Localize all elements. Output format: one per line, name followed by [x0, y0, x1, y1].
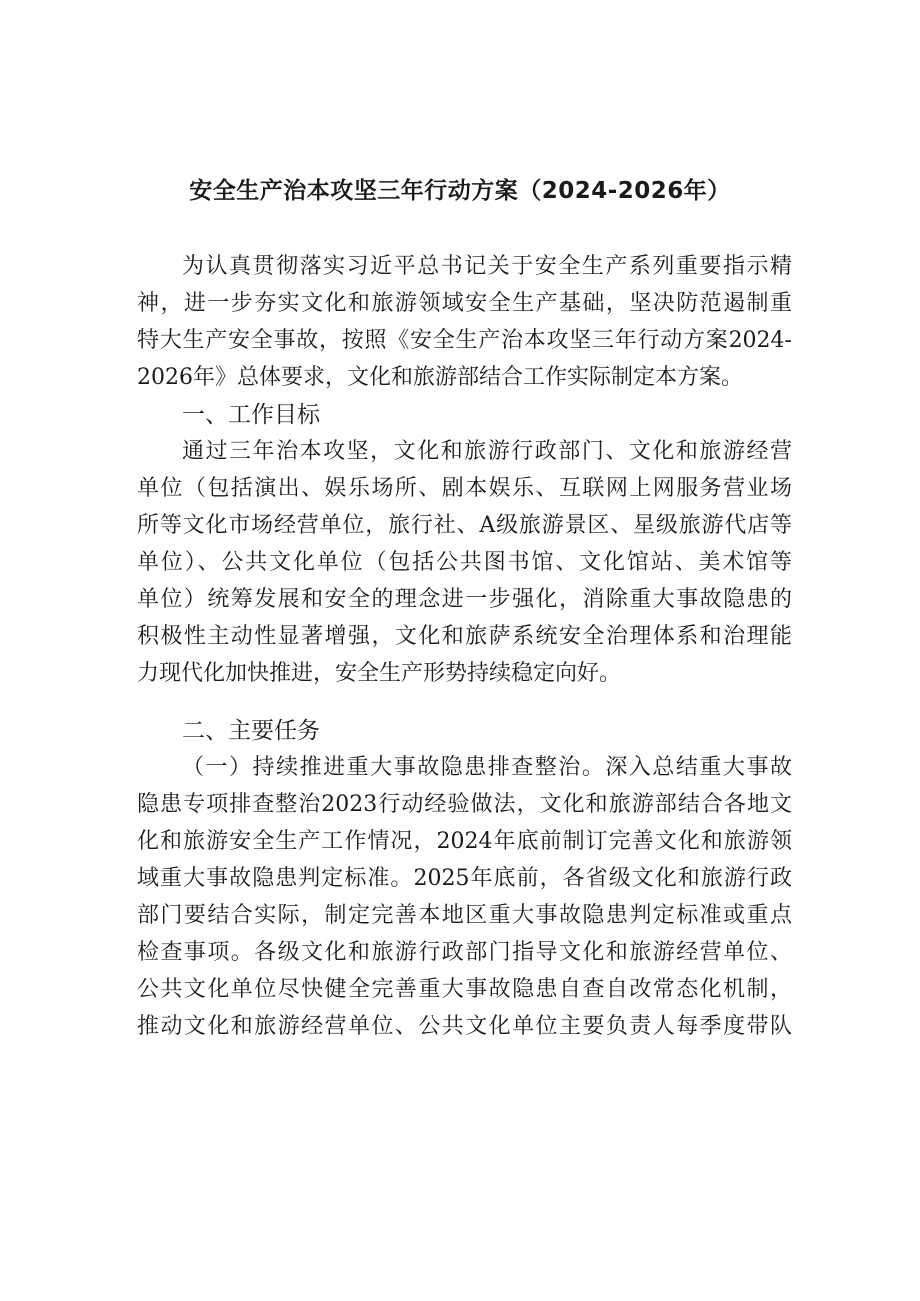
body-line: 公共文化单位尽快健全完善重大事故隐患自查自改常态化机制， [137, 977, 792, 1002]
intro-line: 神，进一步夯实文化和旅游领域安全生产基础，坚决防范遏制重 [137, 291, 792, 316]
body-line: 隐患专项排查整治2023行动经验做法，文化和旅游部结合各地文 [137, 792, 792, 817]
body-line: 通过三年治本攻坚，文化和旅游行政部门、文化和旅游经营 [182, 439, 792, 464]
body-line: 力现代化加快推进，安全生产形势持续稳定向好。 [137, 661, 622, 686]
section-heading-goals: 一、工作目标 [182, 402, 320, 428]
body-line: 单位（包括演出、娱乐场所、剧本娱乐、互联网上网服务营业场 [137, 476, 792, 501]
intro-line: 2026年》总体要求，文化和旅游部结合工作实际制定本方案。 [137, 365, 743, 390]
section-heading-tasks: 二、主要任务 [182, 718, 320, 744]
intro-line: 为认真贯彻落实习近平总书记关于安全生产系列重要指示精 [182, 254, 792, 279]
body-line: 检查事项。各级文化和旅游行政部门指导文化和旅游经营单位、 [137, 940, 792, 965]
document-title: 安全生产治本攻坚三年行动方案（2024-2026年） [189, 178, 731, 204]
body-line: 单位）、公共文化单位（包括公共图书馆、文化馆站、美术馆等 [137, 550, 792, 575]
body-line: 域重大事故隐患判定标准。2025年底前，各省级文化和旅游行政 [137, 866, 792, 891]
body-line: 单位）统筹发展和安全的理念进一步强化，消除重大事故隐患的 [137, 587, 792, 612]
body-line: 化和旅游安全生产工作情况，2024年底前制订完善文化和旅游领 [137, 829, 792, 854]
body-line: 推动文化和旅游经营单位、公共文化单位主要负责人每季度带队 [137, 1014, 792, 1039]
body-line: 所等文化市场经营单位，旅行社、A级旅游景区、星级旅游代店等 [137, 513, 792, 538]
body-line: 积极性主动性显著增强，文化和旅萨系统安全治理体系和治理能 [137, 624, 792, 649]
body-line: （一）持续推进重大事故隐患排查整治。深入总结重大事故 [182, 755, 792, 780]
body-line: 部门要结合实际，制定完善本地区重大事故隐患判定标准或重点 [137, 903, 792, 928]
intro-line: 特大生产安全事故，按照《安全生产治本攻坚三年行动方案2024- [137, 328, 792, 353]
